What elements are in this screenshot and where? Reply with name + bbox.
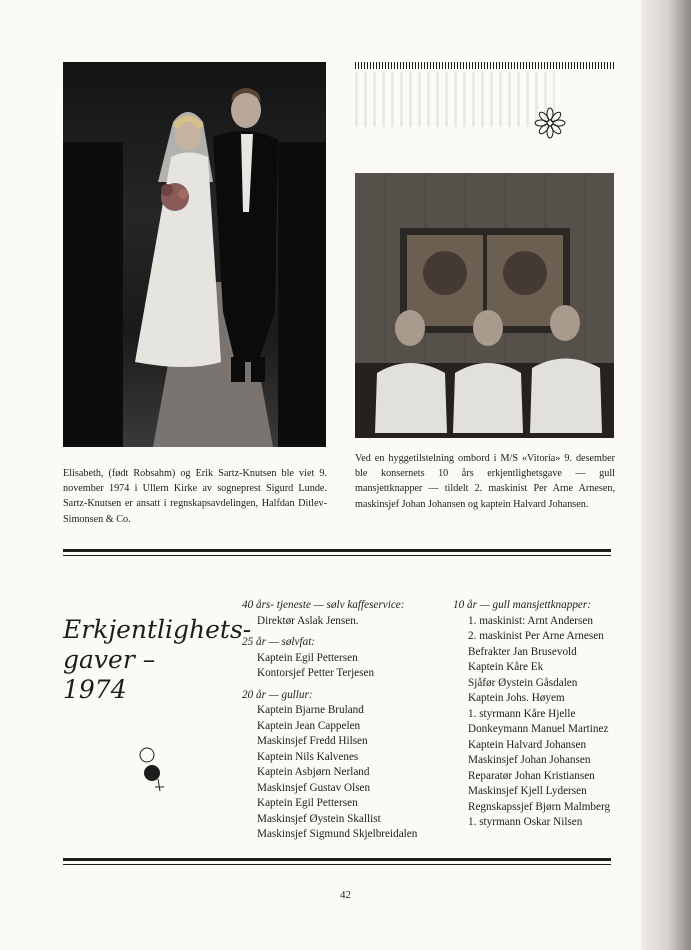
award-group-20-years [242, 688, 422, 843]
recipient: 1. styrmann Kåre Hjelle [468, 707, 576, 720]
recipient: Kaptein Egil Pettersen [257, 651, 358, 664]
recipient: Maskinsjef Kjell Lydersen [468, 785, 587, 797]
recipient: Maskinsjef Sigmund Skjelbreidalen [257, 828, 418, 840]
recipient: Kaptein Johs. Høyem [468, 692, 565, 704]
section-divider-bottom [63, 858, 611, 865]
wedding-photo [63, 62, 326, 447]
recipient: Kaptein Egil Pettersen [257, 797, 358, 809]
recipient: Kaptein Kåre Ek [468, 661, 544, 673]
circle-ornament-icon [134, 745, 168, 795]
show-through-text [355, 72, 555, 127]
recipient: Befrakter Jan Brusevold [468, 645, 577, 658]
recipient: 1. maskinist: Arnt Andersen [468, 614, 593, 627]
award-heading: 25 år — sølvfat: [242, 636, 316, 648]
recipient: Maskinsjef Øystein Skallist [257, 812, 381, 825]
concert-caption: Ved en hyggetilstelning ombord i M/S «Vitoria» 9. desember ble konsernets 10 års erkjentlighetsgave — gull mansjettknapper — tildelt 2. maskinist Per Arne Arnesen, maskinsjef Johan Johansen og kaptein Halvard Johansen. [355, 453, 615, 510]
recipient: Maskinsjef Johan Johansen [468, 754, 591, 766]
recipient: Kontorsjef Petter Terjesen [257, 667, 375, 679]
section-title-line-3: 1974 [63, 675, 127, 704]
page-edge-shadow [641, 0, 691, 950]
recipient: Direktør Aslak Jensen. [257, 614, 359, 627]
section-divider-top [63, 549, 611, 556]
section-title-line-1: Erkjentlighets- [63, 615, 252, 644]
recipient: Kaptein Bjarne Bruland [257, 704, 364, 716]
decorative-band [355, 62, 615, 69]
award-group-25-years [242, 635, 422, 682]
award-heading: 10 år — gull mansjettknapper: [453, 599, 591, 611]
page-number: 42 [340, 889, 351, 901]
award-heading: 40 års- tjeneste — sølv kaffeservice: [242, 599, 405, 611]
recipient: 2. maskinist Per Arne Arnesen [468, 630, 604, 642]
recipient: Kaptein Asbjørn Nerland [257, 766, 370, 778]
section-title-line-2: gaver – [63, 645, 156, 674]
recipient: Donkeymann Manuel Martinez [468, 723, 609, 735]
recipient: Kaptein Nils Kalvenes [257, 750, 359, 763]
awards-right-column [453, 598, 623, 831]
wedding-caption: Elisabeth, (født Robsahm) og Erik Sartz-Knutsen ble viet 9. november 1974 i Ullern Kirke av sogneprest Sigurd Lunde. Sartz-Knutsen er ansatt i regnskapsavdelingen, Halfdan Ditlev-Simonsen & Co. [63, 468, 327, 525]
recipient: Sjåfør Øystein Gåsdalen [468, 676, 578, 689]
recipient: 1. styrmann Oskar Nilsen [468, 816, 583, 828]
recipient: Maskinsjef Gustav Olsen [257, 781, 371, 794]
flower-ornament-icon [533, 106, 567, 140]
awards-left-column [242, 598, 422, 843]
award-heading: 20 år — gullur: [242, 688, 313, 701]
recipient: Kaptein Jean Cappelen [257, 719, 361, 732]
recipient: Kaptein Halvard Johansen [468, 738, 587, 751]
award-group-40-years [242, 598, 422, 629]
recipient: Maskinsjef Fredd Hilsen [257, 735, 368, 747]
recipient: Reparatør Johan Kristiansen [468, 769, 595, 782]
group-photo [355, 173, 614, 438]
recipient: Regnskapssjef Bjørn Malmberg [468, 800, 611, 813]
award-group-10-years [453, 598, 623, 831]
